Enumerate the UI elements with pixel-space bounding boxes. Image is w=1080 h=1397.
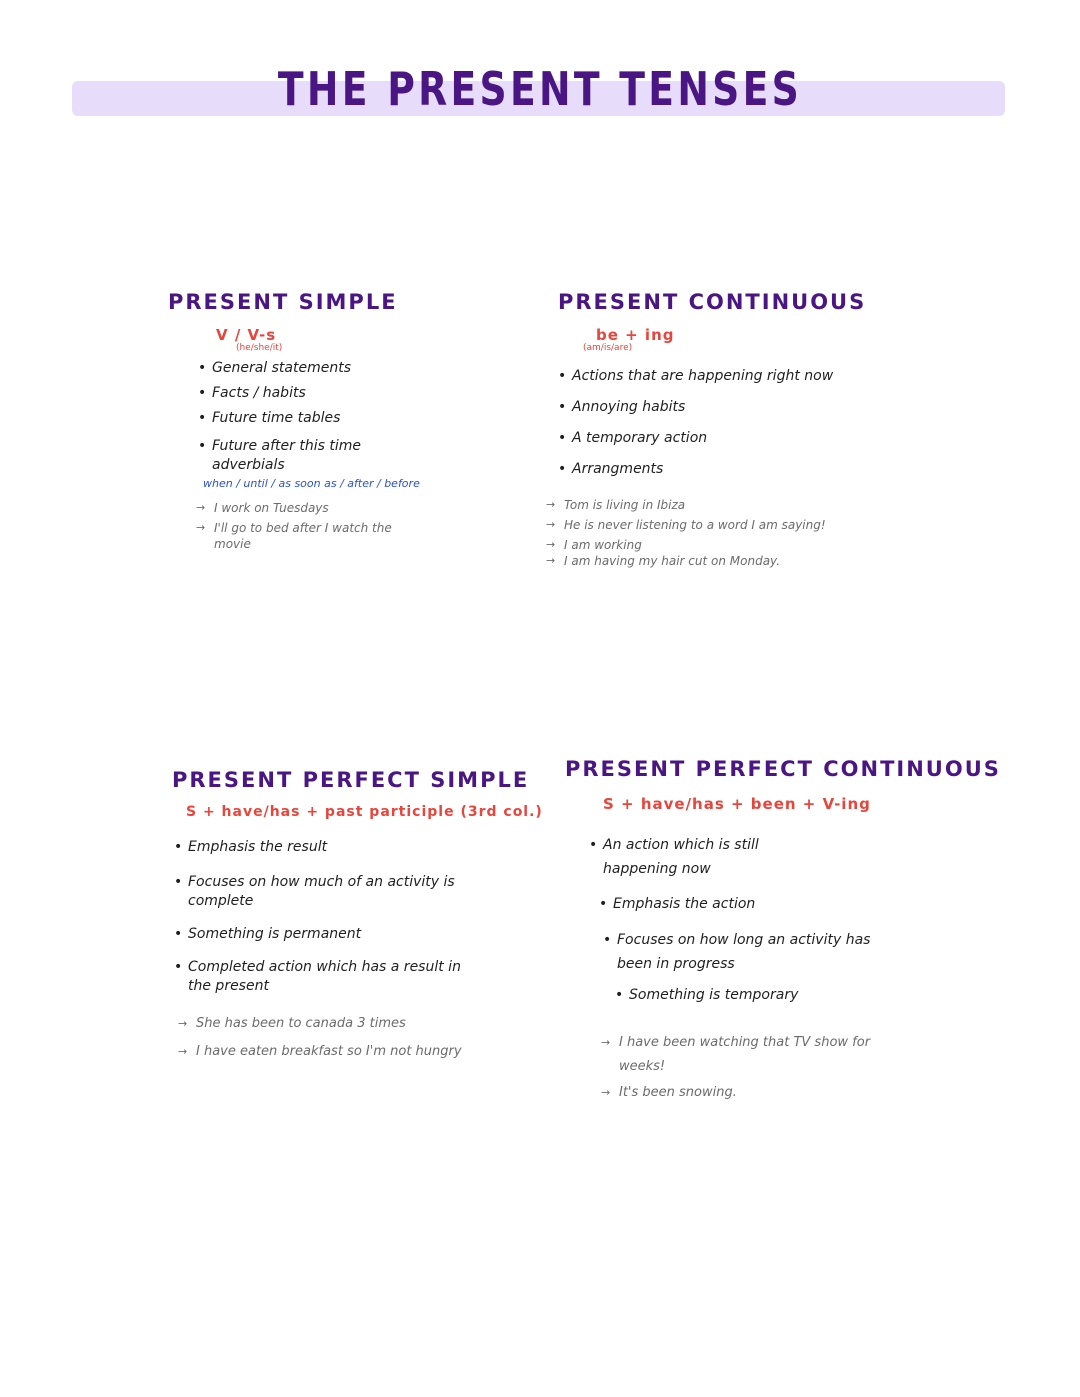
present-continuous-examples: [546, 497, 896, 569]
example-item: → I am working: [546, 537, 896, 553]
adverbials-note: when / until / as soon as / after / before: [203, 477, 420, 490]
present-continuous-formula: be + ing: [596, 326, 675, 344]
present-continuous-section: [558, 290, 918, 569]
example-item: → It's been snowing.: [601, 1085, 901, 1101]
present-perfect-simple-bullets: [174, 838, 504, 996]
list-item: • Actions that are happening right now: [558, 367, 898, 386]
list-item: • General statements: [198, 359, 418, 378]
list-item: • Something is permanent: [174, 925, 504, 944]
list-item: • Something is temporary: [615, 986, 849, 1005]
present-perfect-simple-formula: S + have/has + past participle (3rd col.): [186, 804, 543, 820]
example-item: → I have eaten breakfast so I'm not hungry: [178, 1040, 466, 1064]
example-item: → Tom is living in Ibiza: [546, 497, 896, 513]
present-perfect-continuous-heading: PRESENT PERFECT CONTINUOUS: [565, 757, 1001, 781]
present-perfect-simple-examples: [178, 1016, 468, 1064]
list-item: • Arrangments: [558, 460, 898, 479]
list-item: • Emphasis the result: [174, 838, 504, 857]
example-item: → I work on Tuesdays: [196, 500, 406, 516]
present-simple-heading: PRESENT SIMPLE: [168, 290, 398, 314]
present-perfect-continuous-bullets: [589, 833, 871, 1005]
present-continuous-heading: PRESENT CONTINUOUS: [558, 290, 867, 314]
list-item: • Future time tables: [198, 409, 418, 428]
list-item: • Annoying habits: [558, 398, 898, 417]
present-continuous-formula-note: (am/is/are): [583, 343, 633, 353]
present-simple-bullets: [198, 359, 418, 475]
present-perfect-simple-heading: PRESENT PERFECT SIMPLE: [172, 768, 530, 792]
list-item: • Focuses on how much of an activity is complete: [174, 873, 488, 911]
list-item: • Emphasis the action: [599, 895, 849, 914]
present-simple-formula-note: (he/she/it): [236, 343, 283, 353]
example-item: → He is never listening to a word I am saying!: [546, 517, 896, 533]
example-item: → I'll go to bed after I watch the movie: [196, 520, 406, 552]
list-item: • Future after this time adverbials: [198, 437, 382, 475]
example-item: → She has been to canada 3 times: [178, 1016, 468, 1032]
present-simple-section: [168, 290, 498, 552]
example-item: → I am having my hair cut on Monday.: [546, 553, 896, 569]
page-title: THE PRESENT TENSES: [277, 62, 803, 116]
present-simple-formula: V / V-s: [216, 326, 277, 344]
list-item: • Facts / habits: [198, 384, 418, 403]
present-perfect-simple-section: [172, 768, 543, 1064]
present-simple-examples: [196, 500, 406, 552]
list-item: • Completed action which has a result in the present: [174, 958, 488, 996]
list-item: • Focuses on how long an activity has been in progress: [603, 928, 887, 976]
present-perfect-continuous-section: [565, 757, 1001, 1101]
example-item: → I have been watching that TV show for weeks!: [601, 1031, 909, 1079]
present-continuous-bullets: [558, 367, 898, 479]
present-perfect-continuous-examples: [601, 1031, 901, 1101]
present-perfect-continuous-formula: S + have/has + been + V-ing: [603, 795, 871, 813]
list-item: • A temporary action: [558, 429, 898, 448]
list-item: • An action which is still happening now: [589, 833, 833, 881]
